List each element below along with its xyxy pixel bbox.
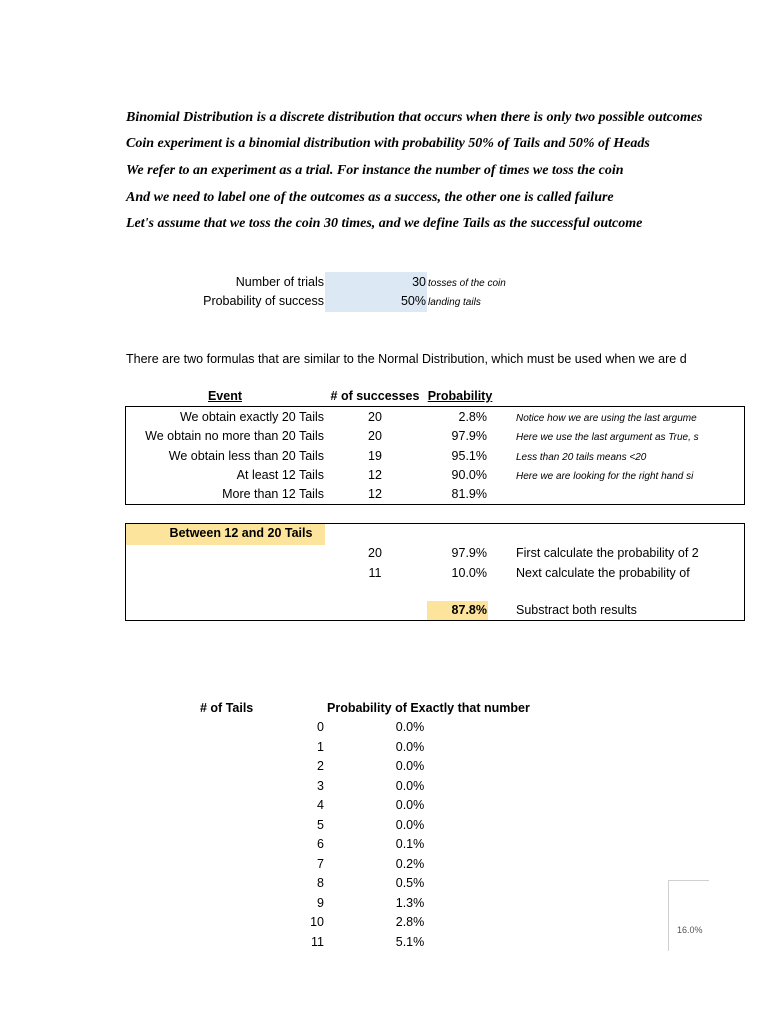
tails-count: 7 bbox=[317, 856, 324, 871]
trials-label: Number of trials bbox=[235, 275, 324, 289]
intro-line: And we need to label one of the outcomes as a success, the other one is called failure bbox=[126, 190, 614, 205]
probability-note: landing tails bbox=[428, 297, 481, 308]
tails-count: 11 bbox=[311, 934, 324, 949]
header-exact-probability: Probability of Exactly that number bbox=[327, 701, 530, 715]
intro-line: We refer to an experiment as a trial. For instance the number of times we toss the coin bbox=[126, 163, 624, 178]
chart-fragment-label: 16.0% bbox=[677, 925, 703, 935]
header-successes: # of successes bbox=[330, 389, 420, 403]
tails-count: 8 bbox=[317, 876, 324, 890]
trials-value[interactable]: 30 bbox=[412, 275, 426, 289]
tails-count: 2 bbox=[317, 759, 324, 773]
between-successes: 11 bbox=[368, 566, 382, 580]
intro-line: Binomial Distribution is a discrete distribution that occurs when there is only two possible outcomes bbox=[126, 110, 703, 125]
event-note: Here we are looking for the right hand si bbox=[516, 470, 694, 482]
tails-count: 0 bbox=[317, 720, 324, 734]
event-successes: 20 bbox=[368, 410, 382, 424]
tails-probability: 0.5% bbox=[395, 876, 425, 890]
event-probability: 2.8% bbox=[458, 410, 487, 424]
event-label: We obtain less than 20 Tails bbox=[168, 448, 324, 463]
intro-line: Coin experiment is a binomial distribution with probability 50% of Tails and 50% of Heads bbox=[126, 136, 650, 151]
tails-count: 1 bbox=[317, 739, 324, 754]
header-tails: # of Tails bbox=[200, 701, 254, 715]
between-result-desc: Substract both results bbox=[516, 603, 637, 617]
tails-count: 9 bbox=[317, 895, 324, 910]
event-note: Notice how we are using the last argume bbox=[516, 413, 697, 424]
between-title: Between 12 and 20 Tails bbox=[169, 526, 313, 540]
tails-probability: 2.8% bbox=[395, 915, 425, 929]
between-successes: 20 bbox=[368, 546, 382, 560]
event-note: Less than 20 tails means <20 bbox=[516, 451, 647, 463]
tails-count: 3 bbox=[317, 778, 324, 793]
trials-note: tosses of the coin bbox=[428, 278, 506, 289]
event-probability: 90.0% bbox=[451, 467, 487, 482]
formulas-text: There are two formulas that are similar to the Normal Distribution, which must be used when we are d bbox=[126, 352, 687, 366]
tails-count: 6 bbox=[317, 837, 324, 851]
tails-probability: 0.0% bbox=[395, 778, 425, 793]
tails-probability: 0.0% bbox=[395, 739, 425, 754]
tails-probability: 0.0% bbox=[395, 798, 425, 812]
between-desc: First calculate the probability of 2 bbox=[516, 546, 699, 560]
tails-probability: 0.0% bbox=[395, 720, 425, 734]
intro-line: Let's assume that we toss the coin 30 times, and we define Tails as the successful outcome bbox=[126, 216, 643, 231]
tails-count: 5 bbox=[317, 817, 324, 832]
event-note: Here we use the last argument as True, s bbox=[516, 432, 699, 444]
event-successes: 12 bbox=[368, 487, 382, 502]
tails-probability: 0.1% bbox=[395, 837, 425, 851]
event-probability: 97.9% bbox=[451, 429, 487, 444]
tails-count: 10 bbox=[310, 915, 324, 929]
event-label: We obtain no more than 20 Tails bbox=[145, 429, 324, 444]
tails-probability: 0.0% bbox=[395, 817, 425, 832]
probability-value[interactable]: 50% bbox=[400, 294, 426, 308]
between-desc: Next calculate the probability of bbox=[516, 566, 690, 580]
event-probability: 95.1% bbox=[451, 448, 487, 463]
event-label: We obtain exactly 20 Tails bbox=[179, 410, 324, 424]
header-probability: Probability bbox=[427, 389, 493, 403]
event-probability: 81.9% bbox=[451, 487, 487, 502]
chart-fragment bbox=[668, 880, 709, 951]
event-successes: 19 bbox=[368, 448, 382, 463]
between-result: 87.8% bbox=[451, 603, 487, 617]
between-probability: 97.9% bbox=[451, 546, 487, 560]
between-probability: 10.0% bbox=[451, 566, 487, 580]
tails-count: 4 bbox=[317, 798, 324, 812]
probability-label: Probability of success bbox=[203, 294, 324, 308]
header-event: Event bbox=[207, 389, 243, 403]
event-successes: 20 bbox=[368, 429, 382, 444]
event-label: More than 12 Tails bbox=[222, 487, 324, 502]
tails-probability: 1.3% bbox=[395, 895, 425, 910]
tails-probability: 0.2% bbox=[395, 856, 425, 871]
tails-probability: 5.1% bbox=[395, 934, 425, 949]
event-successes: 12 bbox=[368, 467, 382, 482]
tails-probability: 0.0% bbox=[395, 759, 425, 773]
event-label: At least 12 Tails bbox=[236, 467, 324, 482]
